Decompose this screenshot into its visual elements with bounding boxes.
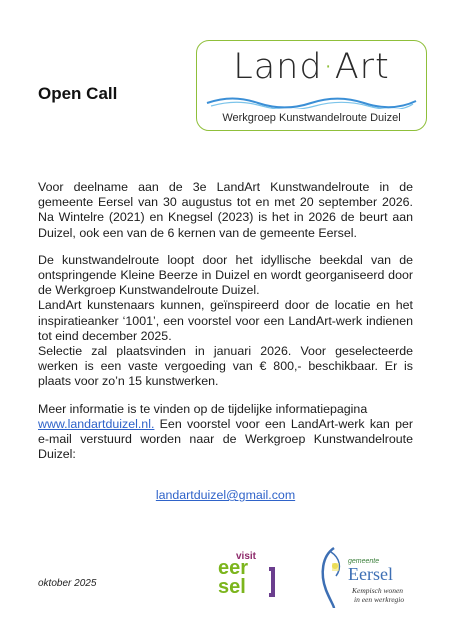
info-text-post: Een voorstel voor een LandArt-werk kan per e-mail verstuurd worden naar de Werkgroep Kunstwandelroute Duizel: (38, 416, 413, 462)
email-link[interactable]: landartduizel@gmail.com (155, 488, 296, 502)
landart-logo (196, 40, 427, 131)
website-link[interactable]: www.landartduizel.nl. (38, 416, 155, 431)
logo-wave-icon (205, 95, 418, 109)
visit-eersel-logo (216, 551, 274, 603)
paragraph-artists: LandArt kunstenaars kunnen, geïnspireerd door de locatie en het inspiratieanker ‘1001’, een voorstel voor een LandArt-werk indienen tot eind december 2025. (38, 298, 413, 343)
paragraph-selection: Selectie zal plaatsvinden in januari 2026. Voor geselecteerde werken is een vaste vergoeding van € 800,- beschikbaar. Er is plaats voor zo’n 15 kunstwerken. (38, 344, 413, 389)
visit-logo-line3: sel (218, 576, 246, 598)
eersel-logo-tagline1: Kempisch wonen (352, 586, 404, 595)
body-text (38, 180, 413, 474)
eersel-logo-tagline2: in een werkregio (354, 595, 405, 604)
eersel-emblem-icon (314, 544, 348, 610)
eersel-logo-name: Eersel (348, 564, 393, 584)
bracket-icon (269, 567, 275, 597)
logo-title-part1: Land (233, 47, 323, 87)
page-heading: Open Call (38, 84, 118, 103)
gemeente-eersel-logo (314, 544, 424, 610)
visit-logo-line2: eer (218, 557, 249, 579)
paragraph-intro: Voor deelname aan de 3e LandArt Kunstwandelroute in de gemeente Eersel van 30 augustus tot en met 20 september 2026. Na Wintelre (2021) en Knegsel (2023) is het in 2026 de beurt aan Duizel, ook een van de 6 kernen van de gemeente Eersel. (38, 180, 413, 240)
logo-title (197, 47, 426, 87)
info-text-pre: Meer informatie is te vinden op de tijdelijke informatiepagina (38, 401, 368, 416)
visit-logo-wordmark (218, 559, 248, 597)
logo-title-part2: Art (334, 47, 390, 87)
logo-subtitle: Werkgroep Kunstwandelroute Duizel (222, 112, 401, 124)
email-line (0, 488, 451, 502)
paragraph-route: De kunstwandelroute loopt door het idyllische beekdal van de ontspringende Kleine Beerze in Duizel en wordt georganiseerd door de Werkgroep Kunstwandelroute Duizel. (38, 252, 413, 298)
paragraph-info (38, 402, 413, 463)
visit-logo-line1: visit (235, 551, 256, 562)
logo-title-dot: · (322, 47, 335, 87)
eersel-logo-gemeente: gemeente (348, 558, 380, 565)
date-label: oktober 2025 (38, 578, 97, 589)
